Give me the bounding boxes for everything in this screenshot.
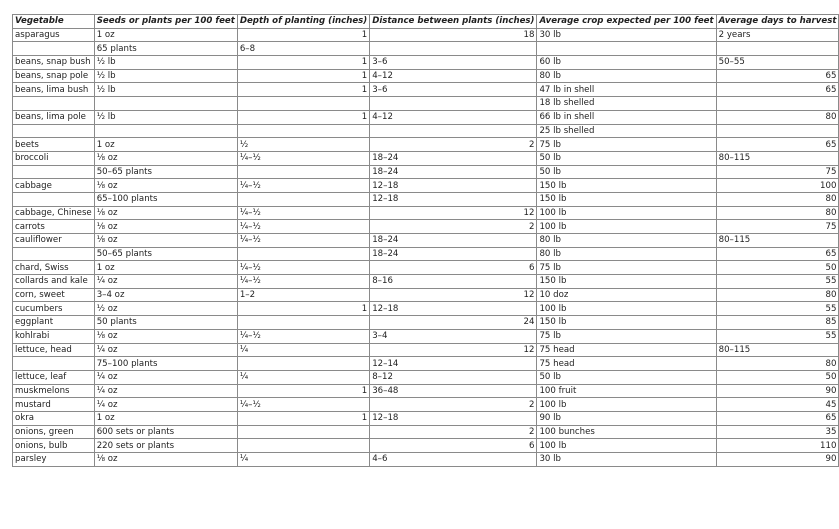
cell-distance — [370, 97, 537, 111]
cell-seeds: ⅛ oz — [94, 151, 237, 165]
cell-days — [716, 97, 839, 111]
cell-crop: 100 lb — [537, 302, 716, 316]
cell-vegetable — [13, 165, 95, 179]
cell-distance: 18–24 — [370, 165, 537, 179]
cell-distance: 18–24 — [370, 234, 537, 248]
cell-seeds: 50–65 plants — [94, 165, 237, 179]
cell-vegetable: muskmelons — [13, 384, 95, 398]
cell-seeds: 1 oz — [94, 411, 237, 425]
cell-vegetable: chard, Swiss — [13, 261, 95, 275]
cell-seeds: 65–100 plants — [94, 192, 237, 206]
cell-crop: 150 lb — [537, 275, 716, 289]
table-row — [13, 275, 839, 289]
cell-depth: ¼–½ — [237, 275, 369, 289]
cell-vegetable: beans, snap bush — [13, 56, 95, 70]
cell-distance: 8–12 — [370, 370, 537, 384]
cell-vegetable: beans, lima bush — [13, 83, 95, 97]
cell-depth: 1 — [237, 69, 369, 83]
cell-crop: 50 lb — [537, 165, 716, 179]
cell-depth — [237, 357, 369, 371]
cell-days: 90 — [716, 453, 839, 467]
cell-depth: ¼–½ — [237, 179, 369, 193]
cell-crop: 90 lb — [537, 411, 716, 425]
cell-vegetable: okra — [13, 411, 95, 425]
cell-crop: 100 lb — [537, 439, 716, 453]
cell-depth: ¼–½ — [237, 261, 369, 275]
cell-seeds: ¼ oz — [94, 398, 237, 412]
cell-crop: 25 lb shelled — [537, 124, 716, 138]
cell-distance: 12 — [370, 288, 537, 302]
cell-distance: 2 — [370, 398, 537, 412]
cell-vegetable: cucumbers — [13, 302, 95, 316]
cell-vegetable: mustard — [13, 398, 95, 412]
cell-depth: 1 — [237, 83, 369, 97]
table-row — [13, 343, 839, 357]
cell-depth: 1 — [237, 28, 369, 42]
cell-crop: 150 lb — [537, 179, 716, 193]
cell-depth — [237, 439, 369, 453]
cell-distance: 2 — [370, 220, 537, 234]
cell-vegetable: collards and kale — [13, 275, 95, 289]
cell-days: 110 — [716, 439, 839, 453]
cell-vegetable: kohlrabi — [13, 329, 95, 343]
cell-days: 65 — [716, 138, 839, 152]
cell-distance: 12 — [370, 206, 537, 220]
cell-seeds: 1 oz — [94, 138, 237, 152]
cell-distance: 18 — [370, 28, 537, 42]
table-row — [13, 206, 839, 220]
cell-crop: 66 lb in shell — [537, 110, 716, 124]
cell-vegetable: parsley — [13, 453, 95, 467]
cell-distance: 12–18 — [370, 179, 537, 193]
cell-seeds: 1 oz — [94, 28, 237, 42]
cell-distance: 2 — [370, 425, 537, 439]
cell-vegetable — [13, 357, 95, 371]
cell-distance: 12–18 — [370, 411, 537, 425]
cell-distance: 4–12 — [370, 110, 537, 124]
cell-vegetable: lettuce, leaf — [13, 370, 95, 384]
cell-crop: 100 lb — [537, 398, 716, 412]
cell-seeds — [94, 97, 237, 111]
table-row — [13, 192, 839, 206]
cell-depth — [237, 124, 369, 138]
cell-days: 50 — [716, 261, 839, 275]
cell-crop — [537, 42, 716, 56]
cell-depth: ¼ — [237, 453, 369, 467]
cell-days: 65 — [716, 411, 839, 425]
cell-days: 35 — [716, 425, 839, 439]
cell-days: 80 — [716, 206, 839, 220]
cell-crop: 150 lb — [537, 316, 716, 330]
cell-vegetable: lettuce, head — [13, 343, 95, 357]
cell-vegetable: corn, sweet — [13, 288, 95, 302]
cell-vegetable — [13, 42, 95, 56]
cell-seeds: ½ lb — [94, 69, 237, 83]
cell-crop: 18 lb shelled — [537, 97, 716, 111]
cell-distance: 3–6 — [370, 56, 537, 70]
table-row — [13, 69, 839, 83]
cell-crop: 75 lb — [537, 261, 716, 275]
cell-depth: ¼ — [237, 343, 369, 357]
cell-depth: 1 — [237, 384, 369, 398]
cell-seeds: 50 plants — [94, 316, 237, 330]
cell-vegetable: asparagus — [13, 28, 95, 42]
cell-distance: 12 — [370, 343, 537, 357]
cell-vegetable: beets — [13, 138, 95, 152]
col-header-seeds: Seeds or plants per 100 feet — [94, 15, 237, 29]
cell-days: 80 — [716, 192, 839, 206]
cell-depth — [237, 192, 369, 206]
cell-vegetable: beans, lima pole — [13, 110, 95, 124]
cell-seeds: ⅛ oz — [94, 179, 237, 193]
cell-vegetable: onions, green — [13, 425, 95, 439]
cell-days: 50 — [716, 370, 839, 384]
table-row — [13, 316, 839, 330]
cell-distance — [370, 42, 537, 56]
cell-distance: 6 — [370, 439, 537, 453]
cell-distance: 4–6 — [370, 453, 537, 467]
cell-depth: ¼–½ — [237, 398, 369, 412]
table-row — [13, 83, 839, 97]
table-row — [13, 220, 839, 234]
cell-distance: 12–14 — [370, 357, 537, 371]
table-row — [13, 370, 839, 384]
cell-crop: 100 bunches — [537, 425, 716, 439]
table-row — [13, 439, 839, 453]
cell-seeds: ⅛ oz — [94, 206, 237, 220]
table-row — [13, 329, 839, 343]
table-row — [13, 151, 839, 165]
cell-distance: 18–24 — [370, 151, 537, 165]
cell-days: 80 — [716, 288, 839, 302]
cell-crop: 30 lb — [537, 453, 716, 467]
table-row — [13, 453, 839, 467]
cell-days: 50–55 — [716, 56, 839, 70]
cell-distance: 2 — [370, 138, 537, 152]
cell-crop: 60 lb — [537, 56, 716, 70]
cell-distance: 3–4 — [370, 329, 537, 343]
cell-seeds: ¼ oz — [94, 275, 237, 289]
table-body — [13, 28, 839, 466]
table-row — [13, 42, 839, 56]
cell-vegetable — [13, 192, 95, 206]
table-row — [13, 411, 839, 425]
cell-crop: 75 lb — [537, 138, 716, 152]
cell-distance: 12–18 — [370, 192, 537, 206]
cell-days: 90 — [716, 384, 839, 398]
cell-days: 75 — [716, 165, 839, 179]
cell-depth: 6–8 — [237, 42, 369, 56]
cell-crop: 30 lb — [537, 28, 716, 42]
cell-depth: 1 — [237, 302, 369, 316]
cell-distance: 3–6 — [370, 83, 537, 97]
cell-vegetable: cabbage, Chinese — [13, 206, 95, 220]
cell-seeds: ¼ oz — [94, 370, 237, 384]
col-header-distance: Distance between plants (inches) — [370, 15, 537, 29]
cell-days — [716, 42, 839, 56]
table-row — [13, 288, 839, 302]
cell-seeds: 220 sets or plants — [94, 439, 237, 453]
cell-crop: 10 doz — [537, 288, 716, 302]
cell-distance: 6 — [370, 261, 537, 275]
cell-depth: ½ — [237, 138, 369, 152]
cell-days: 75 — [716, 220, 839, 234]
cell-vegetable: cauliflower — [13, 234, 95, 248]
col-header-depth: Depth of planting (inches) — [237, 15, 369, 29]
cell-days: 65 — [716, 247, 839, 261]
cell-distance: 18–24 — [370, 247, 537, 261]
cell-vegetable — [13, 124, 95, 138]
cell-days: 55 — [716, 275, 839, 289]
table-row — [13, 302, 839, 316]
cell-distance: 8–16 — [370, 275, 537, 289]
table-row — [13, 425, 839, 439]
cell-seeds: ½ oz — [94, 302, 237, 316]
cell-vegetable — [13, 97, 95, 111]
table-row — [13, 165, 839, 179]
col-header-days: Average days to harvest — [716, 15, 839, 29]
cell-vegetable: broccoli — [13, 151, 95, 165]
cell-distance: 24 — [370, 316, 537, 330]
cell-days: 80–115 — [716, 151, 839, 165]
cell-days: 80 — [716, 357, 839, 371]
cell-depth — [237, 165, 369, 179]
cell-crop: 50 lb — [537, 370, 716, 384]
cell-crop: 150 lb — [537, 192, 716, 206]
cell-distance: 4–12 — [370, 69, 537, 83]
cell-crop: 75 head — [537, 357, 716, 371]
table-row — [13, 124, 839, 138]
cell-days: 65 — [716, 83, 839, 97]
table-row — [13, 28, 839, 42]
cell-seeds: ¼ oz — [94, 384, 237, 398]
table-row — [13, 97, 839, 111]
table-row — [13, 398, 839, 412]
cell-days: 65 — [716, 69, 839, 83]
cell-crop: 80 lb — [537, 247, 716, 261]
cell-crop: 75 lb — [537, 329, 716, 343]
cell-vegetable: eggplant — [13, 316, 95, 330]
cell-crop: 75 head — [537, 343, 716, 357]
table-row — [13, 138, 839, 152]
table-row — [13, 234, 839, 248]
cell-depth: ¼ — [237, 370, 369, 384]
cell-distance: 12–18 — [370, 302, 537, 316]
cell-seeds — [94, 124, 237, 138]
cell-vegetable: carrots — [13, 220, 95, 234]
cell-days: 100 — [716, 179, 839, 193]
cell-depth — [237, 97, 369, 111]
cell-seeds: ¼ oz — [94, 343, 237, 357]
cell-vegetable: onions, bulb — [13, 439, 95, 453]
cell-depth — [237, 316, 369, 330]
cell-depth: 1 — [237, 110, 369, 124]
cell-days: 85 — [716, 316, 839, 330]
cell-crop: 100 fruit — [537, 384, 716, 398]
cell-crop: 80 lb — [537, 69, 716, 83]
cell-days: 80–115 — [716, 234, 839, 248]
cell-depth: ¼–½ — [237, 329, 369, 343]
cell-depth: ¼–½ — [237, 151, 369, 165]
cell-days: 55 — [716, 302, 839, 316]
planting-table — [12, 14, 839, 467]
cell-vegetable: beans, snap pole — [13, 69, 95, 83]
table-row — [13, 247, 839, 261]
cell-vegetable: cabbage — [13, 179, 95, 193]
cell-depth — [237, 425, 369, 439]
table-row — [13, 261, 839, 275]
cell-seeds: 3–4 oz — [94, 288, 237, 302]
cell-distance — [370, 124, 537, 138]
table-row — [13, 179, 839, 193]
cell-depth: ¼–½ — [237, 206, 369, 220]
col-header-vegetable: Vegetable — [13, 15, 95, 29]
cell-seeds: ½ lb — [94, 110, 237, 124]
cell-seeds: 65 plants — [94, 42, 237, 56]
cell-seeds: 600 sets or plants — [94, 425, 237, 439]
cell-seeds: ½ lb — [94, 56, 237, 70]
cell-days: 45 — [716, 398, 839, 412]
cell-depth — [237, 247, 369, 261]
table-row — [13, 384, 839, 398]
table-row — [13, 110, 839, 124]
table-row — [13, 56, 839, 70]
cell-days: 80 — [716, 110, 839, 124]
cell-distance: 36–48 — [370, 384, 537, 398]
col-header-crop: Average crop expected per 100 feet — [537, 15, 716, 29]
cell-seeds: ⅛ oz — [94, 220, 237, 234]
cell-crop: 80 lb — [537, 234, 716, 248]
cell-seeds: ½ lb — [94, 83, 237, 97]
cell-seeds: ⅛ oz — [94, 329, 237, 343]
cell-crop: 47 lb in shell — [537, 83, 716, 97]
cell-seeds: 50–65 plants — [94, 247, 237, 261]
cell-days: 80–115 — [716, 343, 839, 357]
cell-seeds: ⅛ oz — [94, 453, 237, 467]
cell-days: 55 — [716, 329, 839, 343]
header-row — [13, 15, 839, 29]
cell-depth: 1–2 — [237, 288, 369, 302]
cell-crop: 100 lb — [537, 206, 716, 220]
cell-depth: ¼–½ — [237, 220, 369, 234]
cell-crop: 50 lb — [537, 151, 716, 165]
cell-seeds: 75–100 plants — [94, 357, 237, 371]
table-row — [13, 357, 839, 371]
cell-vegetable — [13, 247, 95, 261]
cell-days: 2 years — [716, 28, 839, 42]
cell-crop: 100 lb — [537, 220, 716, 234]
cell-depth: 1 — [237, 56, 369, 70]
cell-days — [716, 124, 839, 138]
cell-seeds: 1 oz — [94, 261, 237, 275]
cell-depth: ¼–½ — [237, 234, 369, 248]
cell-seeds: ⅛ oz — [94, 234, 237, 248]
cell-depth: 1 — [237, 411, 369, 425]
